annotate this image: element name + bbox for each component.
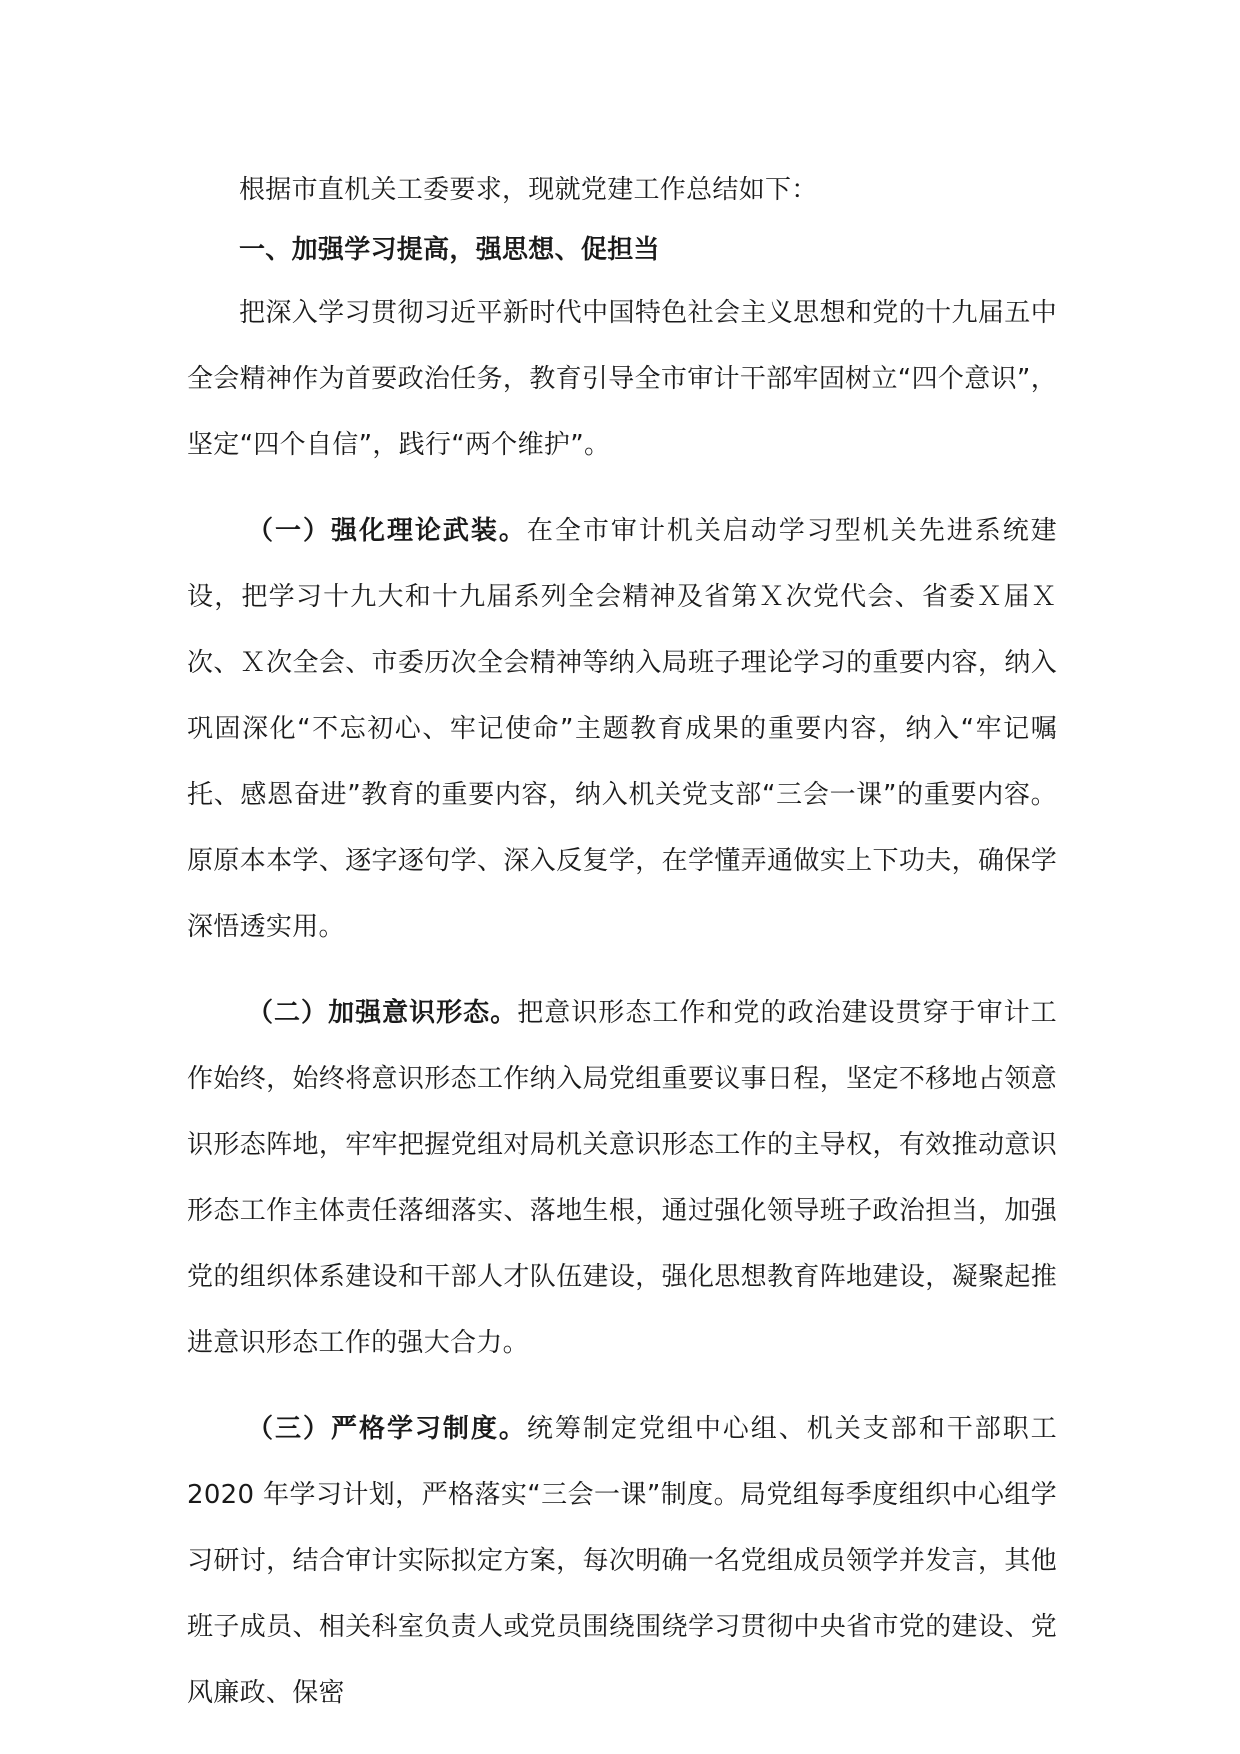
section-heading-1: 一、加强学习提高，强思想、促担当 bbox=[239, 235, 660, 265]
item-1-paragraph bbox=[187, 498, 1057, 960]
intro-paragraph: 根据市直机关工委要求，现就党建工作总结如下： bbox=[239, 175, 818, 205]
item-3-paragraph bbox=[187, 1396, 1057, 1726]
item-3-lead: （三）严格学习制度。 bbox=[247, 1414, 527, 1444]
item-2-body: 把意识形态工作和党的政治建设贯穿于审计工作始终，始终将意识形态工作纳入局党组重要议事日程，坚定不移地占领意识形态阵地，牢牢把握党组对局机关意识形态工作的主导权，有效推动意识形态工作主体责任落细落实、落地生根，通过强化领导班子政治担当，加强党的组织体系建设和干部人才队伍建设，强化思想教育阵地建设，凝聚起推进意识形态工作的强大合力。 bbox=[187, 998, 1057, 1358]
item-3-body: 统筹制定党组中心组、机关支部和干部职工 2020 年学习计划，严格落实“三会一课”制度。局党组每季度组织中心组学习研讨，结合审计实际拟定方案，每次明确一名党组成员领学并发言，其他班子成员、相关科室负责人或党员围绕围绕学习贯彻中央省市党的建设、党风廉政、保密 bbox=[187, 1414, 1057, 1708]
item-1-lead: （一）强化理论武装。 bbox=[247, 516, 527, 546]
item-1-body: 在全市审计机关启动学习型机关先进系统建设，把学习十九大和十九届系列全会精神及省第Ｘ次党代会、省委Ｘ届Ｘ次、Ｘ次全会、市委历次全会精神等纳入局班子理论学习的重要内容，纳入巩固深化“不忘初心、牢记使命”主题教育成果的重要内容，纳入“牢记嘱托、感恩奋进”教育的重要内容，纳入机关党支部“三会一课”的重要内容。原原本本学、逐字逐句学、深入反复学，在学懂弄通做实上下功夫，确保学深悟透实用。 bbox=[187, 516, 1057, 942]
item-2-paragraph bbox=[187, 980, 1057, 1376]
item-2-lead: （二）加强意识形态。 bbox=[247, 998, 518, 1028]
section-1-paragraph: 把深入学习贯彻习近平新时代中国特色社会主义思想和党的十九届五中全会精神作为首要政治任务，教育引导全市审计干部牢固树立“四个意识”，坚定“四个自信”，践行“两个维护”。 bbox=[187, 298, 1057, 460]
document-body bbox=[187, 170, 1057, 1726]
